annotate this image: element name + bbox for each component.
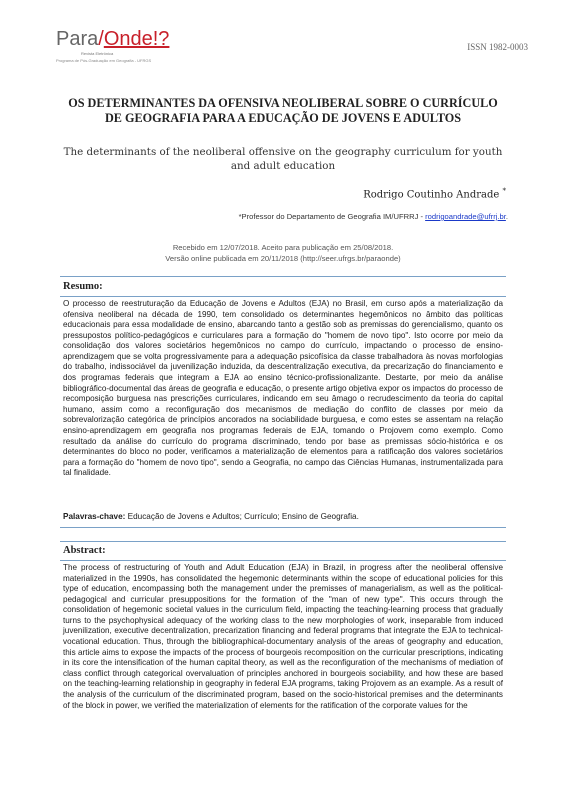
author-email-link[interactable]: rodrigoandrade@ufrrj.br (425, 212, 506, 221)
logo-program: Programa de Pós-Graduação em Geografia - UFRGS (56, 58, 152, 63)
issn: ISSN 1982-0003 (467, 42, 528, 52)
author-name: Rodrigo Coutinho Andrade (363, 189, 500, 201)
keywords-list: Educação de Jovens e Adultos; Currículo; Ensino de Geografia. (125, 512, 359, 521)
affiliation-text: *Professor do Departamento de Geografia IM/UFRRJ - (238, 212, 426, 221)
dates-line-2: Versão online publicada em 20/11/2018 (http://seer.ufrgs.br/paraonde) (165, 253, 401, 263)
resumo-heading: Resumo: (63, 281, 103, 292)
keywords-label: Palavras-chave: (63, 512, 126, 521)
affiliation (239, 212, 508, 221)
publication-dates (60, 243, 506, 264)
logo-wordmark: Para/Onde!? (56, 28, 170, 50)
author-mark: * (502, 187, 506, 195)
divider (60, 527, 506, 528)
keywords (63, 512, 503, 521)
dates-line-1: Recebido em 12/07/2018. Aceito para publicação em 25/08/2018. (172, 243, 394, 252)
resumo-text: O processo de reestruturação da Educação de Jovens e Adultos (EJA) no Brasil, em curso após a materialização da ofensiva neoliberal na década de 1990, tem consolidado os determinantes hegemônicos no âmbito das políticas educacionais para essa modalidade de ensino, abarcando tanto a gestão sob as premissas do gerencialismo, quanto os pressupostos político-pedagógicos e curriculares para a formação do "homem de novo tipo". Isto ocorre por meio da consolidação dos valores societários hegemônicos no campo do currículo, impactando o processo de ensino-aprendizagem que se volta progressivamente para a adequação psicofísica da classe trabalhadora às novas morfologias do trabalho, indissociável da juvenilização induzida, da descentralização executiva, da precarização do financiamento e dos programas federais que integram a EJA ao ensino técnico-profissionalizante. Destarte, por meio da análise bibliográfico-documental das áreas de geografia e educação, o presente artigo objetiva expor os impactos do processo de recomposição burguesa nas prescrições curriculares, indicando em seu âmago o recrudescimento da teoria do capital humano, assim como a reconfiguração dos mecanismos de mediação do conflito de classes por meio da sobrevalorização categórica de princípios ancorados na sociabilidade burguesa, e como estes se assentam na relação ensino-aprendizagem em geografia nos programas federais de EJA, tomando o Projovem como exemplo. Como resultado da análise do currículo do programa discriminado, tendo por base as premissas sócio-histórica e os determinantes do bloco no poder, verificamos a materialização de elementos para a ratificação dos valores societários para a formação do "homem de novo tipo", sendo a Geografia, no campo das Ciências Humanas, instrumentalizada para tal finalidade. (63, 299, 503, 478)
abstract-heading: Abstract: (63, 545, 106, 556)
logo-subtitle: Revista Eletrônica (81, 51, 114, 56)
abstract-text: The process of restructuring of Youth and Adult Education (EJA) in Brazil, in progress after the neoliberal offensive materialized in the 1990s, has consolidated the hegemonic determinants within the scope of educational policies for this type of education, encompassing both the management under the premisses of managerialism, as well as the political-pedagogical and curricular presuppositions for the formation of the "man of new type". This occurs through the consolidation of hegemonic societal values in the curriculum field, impacting the teaching-learning process that gradually turns to the psychophysical adequacy of the working class to the new morphologies of work, inseparable from induced juvenilization, executive decentralization, precarization financing and federal programs that integrate the EJA to technical-vocational education. Thus, through the bibliographical-documentary analysis of the areas of geography and education, this article aims to expose the impacts of the process of bourgeois recomposition on the curricular prescriptions, indicating in its core the intensification of the human capital theory, as well as the reconfiguration of the mechanisms of mediation of class conflict through categorical overvaluation of principles anchored in bourgeois sociability, and how these are based on the teaching-learning relationship in geography in federal EJA programs, taking Projovem as an example. As a result of the analysis of the curriculum of the discriminated program, based on the socio-historical premises and the determinants of the block in power, we verified the materialization of elements for the ratification of the corporate values for the (63, 563, 503, 710)
divider (60, 276, 506, 277)
divider (60, 296, 506, 297)
affiliation-end: . (505, 212, 508, 221)
article-subtitle: The determinants of the neoliberal offensive on the geography curriculum for youth and adult education (63, 146, 503, 172)
divider (60, 541, 506, 542)
divider (60, 560, 506, 561)
author (363, 187, 506, 200)
journal-logo (56, 27, 196, 67)
article-title: OS DETERMINANTES DA OFENSIVA NEOLIBERAL SOBRE O CURRÍCULO DE GEOGRAFIA PARA A EDUCAÇÃO DE JOVENS E ADULTOS (68, 96, 498, 125)
